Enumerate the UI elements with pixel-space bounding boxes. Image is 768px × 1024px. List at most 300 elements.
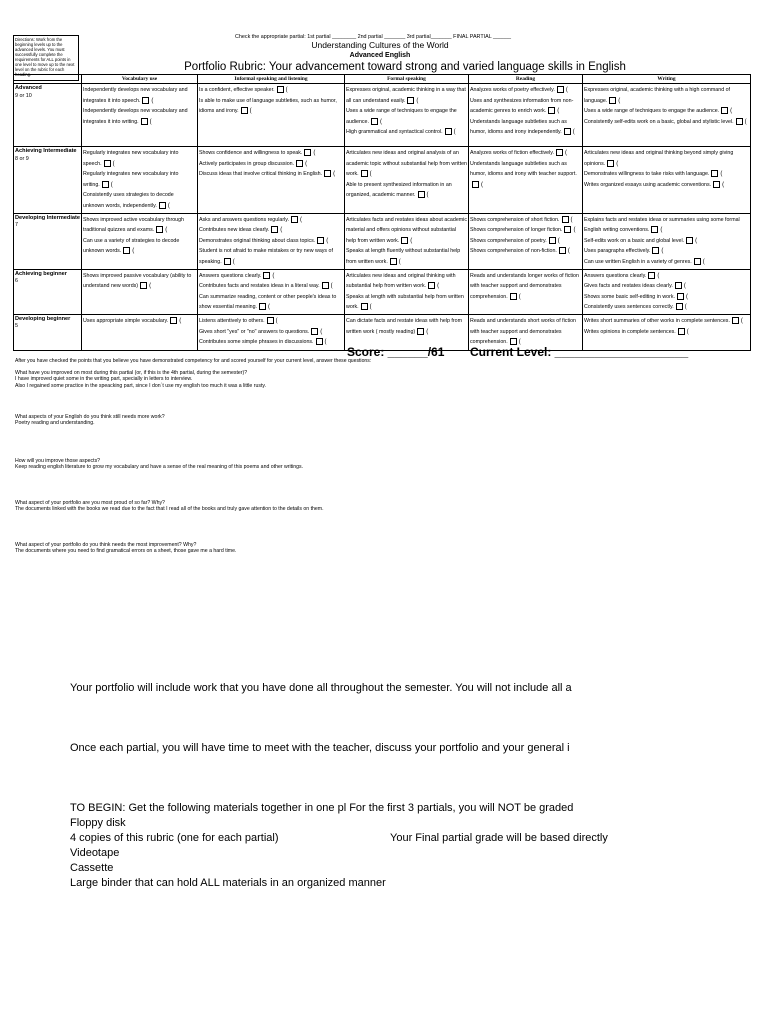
criterion-checkbox[interactable]	[296, 160, 303, 167]
criterion-text: Speaks at length with substantial help from written work.	[346, 293, 464, 311]
level-cell	[14, 269, 82, 314]
criterion-checkbox[interactable]	[562, 216, 569, 223]
question-block	[15, 458, 303, 471]
checkbox-marker-icon: (	[616, 160, 619, 167]
criterion-item	[346, 148, 467, 180]
criteria-cell	[345, 84, 469, 147]
criterion-text: Actively participates in group discussion.	[199, 160, 295, 167]
criterion-checkbox[interactable]	[304, 149, 311, 156]
answer-text[interactable]: The documents where you need to find gramatical errors on a sheet, those gave me a hard time.	[15, 548, 237, 555]
materials-item: Large binder that can hold ALL materials in an organized manner	[70, 877, 386, 889]
checkbox-marker-icon: (	[730, 108, 733, 115]
checkbox-marker-icon: (	[657, 272, 660, 279]
criterion-checkbox[interactable]	[317, 237, 324, 244]
criterion-item	[346, 316, 467, 337]
rubric-row	[14, 269, 751, 314]
criterion-item	[584, 246, 749, 257]
criterion-text: Explains facts and restates ideas or summaries using some formal English writing conventions.	[584, 216, 740, 234]
criterion-text: Shows comprehension of short fiction.	[470, 216, 560, 223]
header-cell: Reading	[469, 75, 583, 84]
criterion-checkbox[interactable]	[142, 97, 149, 104]
criterion-item	[83, 316, 196, 327]
criterion-item	[584, 292, 749, 303]
criterion-checkbox[interactable]	[428, 282, 435, 289]
checkbox-marker-icon: (	[320, 328, 323, 335]
criteria-cell	[345, 269, 469, 314]
criterion-checkbox[interactable]	[156, 226, 163, 233]
checkbox-marker-icon: (	[661, 248, 664, 255]
criterion-text: Contributes some simple phrases in discussions.	[199, 339, 314, 346]
question-block	[15, 370, 266, 389]
course-title: Understanding Cultures of the World	[311, 40, 449, 50]
checkbox-marker-icon: (	[333, 171, 336, 178]
criterion-text: Shows comprehension of non-fiction.	[470, 248, 557, 255]
criterion-item	[584, 327, 749, 338]
criterion-checkbox[interactable]	[675, 282, 682, 289]
criterion-checkbox[interactable]	[361, 170, 368, 177]
checkbox-marker-icon: (	[132, 248, 135, 255]
criterion-text: Can dictate facts and restate ideas with help from written work ( mostly reading)	[346, 317, 463, 335]
criterion-checkbox[interactable]	[241, 107, 248, 114]
criterion-text: Understands language subtleties such as humor, idioms and irony independently.	[470, 118, 567, 136]
criterion-item	[470, 159, 581, 191]
criterion-text: Consistently uses sentences correctly.	[584, 304, 674, 311]
rubric-table	[13, 74, 751, 351]
criterion-text: Able to present synthesized information in an organized, academic manner.	[346, 181, 452, 199]
question-text: What aspect of your portfolio are you most proud of so far? Why?	[15, 500, 165, 506]
criterion-text: Answers questions clearly.	[199, 272, 262, 279]
criterion-item	[83, 106, 196, 127]
criterion-item	[83, 85, 196, 106]
criterion-checkbox[interactable]	[557, 86, 564, 93]
score-field[interactable]: Score: ______/61	[347, 345, 445, 359]
answer-text[interactable]: I have improved quiet some in the writing part, specially in letters to interview.	[15, 376, 193, 383]
criterion-checkbox[interactable]	[713, 181, 720, 188]
criteria-cell	[583, 213, 751, 269]
criterion-text: Shows improved active vocabulary through traditional quizzes and exams.	[83, 216, 184, 234]
level-score: 5	[15, 323, 18, 330]
criterion-checkbox[interactable]	[401, 237, 408, 244]
level-name: Advanced	[15, 85, 42, 91]
criterion-text: Analyzes works of poetry effectively.	[470, 87, 555, 93]
checkbox-marker-icon: (	[572, 129, 575, 136]
criterion-item	[470, 148, 581, 159]
criterion-checkbox[interactable]	[736, 118, 743, 125]
criteria-cell	[198, 84, 345, 147]
checkbox-marker-icon: (	[249, 108, 252, 115]
checkbox-marker-icon: (	[179, 317, 182, 324]
criterion-text: Uses and synthesizes information from non-academic genres to enrich work.	[470, 97, 574, 115]
checkbox-marker-icon: (	[232, 258, 235, 265]
level-score: 8 or 9	[15, 155, 29, 162]
criteria-cell	[82, 84, 198, 147]
rubric-header-row	[14, 75, 751, 84]
level-cell	[14, 314, 82, 350]
criterion-text: Shows improved passive vocabulary (ability to understand new words)	[83, 272, 192, 290]
checkbox-marker-icon: (	[453, 129, 456, 136]
checkbox-marker-icon: (	[518, 293, 521, 300]
rubric-row	[14, 213, 751, 269]
criterion-text: Gives short "yes" or "no" answers to questions.	[199, 328, 310, 335]
criterion-checkbox[interactable]	[445, 128, 452, 135]
criterion-text: Consistently uses strategies to decode unknown words, independently.	[83, 192, 174, 209]
rubric-title: Portfolio Rubric: Your advancement toward strong and varied language skills in English	[184, 61, 626, 73]
criterion-checkbox[interactable]	[324, 170, 331, 177]
criterion-checkbox[interactable]	[263, 272, 270, 279]
criterion-checkbox[interactable]	[652, 247, 659, 254]
criterion-checkbox[interactable]	[407, 97, 414, 104]
current-level-field[interactable]: Current Level: ____________________	[470, 345, 689, 359]
criterion-checkbox[interactable]	[267, 317, 274, 324]
checkbox-marker-icon: (	[684, 304, 687, 311]
checkbox-marker-icon: (	[272, 272, 275, 279]
criterion-item	[346, 271, 467, 292]
criterion-item	[346, 85, 467, 106]
criterion-checkbox[interactable]	[271, 226, 278, 233]
criterion-text: Articulates new ideas and original thinking beyond simply giving opinions.	[584, 150, 734, 167]
criterion-item	[584, 302, 749, 313]
materials-item: Videotape	[70, 847, 120, 859]
criterion-checkbox[interactable]	[711, 170, 718, 177]
header-cell: Writing	[583, 75, 751, 84]
level-name: Achieving Intermediate	[15, 148, 77, 154]
question-text: What have you improved on most during this partial (or, if this is the 4th partial, during the semester)?	[15, 370, 248, 376]
criterion-text: Demonstrates original thinking about class topics.	[199, 237, 316, 244]
criterion-text: Analyzes works of fiction effectively.	[470, 150, 554, 156]
criterion-checkbox[interactable]	[732, 317, 739, 324]
criterion-text: Independently develops new vocabulary and integrates it into speech.	[83, 87, 188, 104]
checkbox-marker-icon: (	[305, 160, 308, 167]
criterion-item	[199, 148, 343, 159]
criterion-item	[346, 215, 467, 247]
level-cell	[14, 213, 82, 269]
criterion-item	[199, 337, 343, 348]
checkbox-marker-icon: (	[324, 339, 327, 346]
checkbox-marker-icon: (	[110, 181, 113, 188]
criterion-item	[470, 85, 581, 96]
materials-item: 4 copies of this rubric (one for each partial)	[70, 832, 279, 844]
level-name: Developing beginner	[15, 315, 71, 322]
criteria-cell	[469, 213, 583, 269]
criterion-item	[83, 236, 196, 257]
checkbox-marker-icon: (	[683, 283, 686, 290]
criterion-text: Shows confidence and willingness to speak.	[199, 150, 303, 156]
checkbox-marker-icon: (	[573, 227, 576, 234]
criteria-cell	[583, 269, 751, 314]
checkbox-marker-icon: (	[275, 317, 278, 324]
criterion-text: Can use written English in a variety of genres.	[584, 258, 692, 265]
criterion-item	[584, 281, 749, 292]
checkbox-marker-icon: (	[744, 118, 747, 125]
criterion-item	[83, 190, 196, 211]
header-cell: Informal speaking and listening	[198, 75, 345, 84]
criterion-checkbox[interactable]	[559, 247, 566, 254]
criterion-checkbox[interactable]	[104, 160, 111, 167]
checkbox-marker-icon: (	[557, 237, 560, 244]
checkbox-marker-icon: (	[313, 150, 316, 156]
criterion-checkbox[interactable]	[686, 237, 693, 244]
criterion-item	[199, 281, 343, 292]
checkbox-marker-icon: (	[167, 202, 170, 209]
course-subtitle: Advanced English	[349, 52, 411, 59]
criterion-checkbox[interactable]	[102, 181, 109, 188]
criterion-item	[346, 292, 467, 313]
criterion-item	[83, 215, 196, 236]
criterion-item	[470, 246, 581, 257]
answer-text[interactable]: The documents linked with the books we read due to the fact that I read all of the books and truly gave attention to the details on them.	[15, 506, 324, 513]
criterion-checkbox[interactable]	[140, 282, 147, 289]
criterion-text: Is able to make use of language subtleties, such as humor, idioms and irony.	[199, 97, 337, 115]
checkbox-marker-icon: (	[518, 339, 521, 346]
criteria-cell	[82, 147, 198, 214]
criterion-text: Shows comprehension of poetry.	[470, 237, 547, 244]
criterion-item	[199, 236, 343, 247]
criterion-text: Gives facts and restates ideas clearly.	[584, 283, 673, 290]
criterion-checkbox[interactable]	[510, 293, 517, 300]
criterion-text: Regularly integrates new vocabulary into writing.	[83, 171, 179, 188]
criterion-text: Articulates facts and restates ideas about academic material and offers opinions without substantial help from written work.	[346, 216, 468, 244]
criterion-text: Writes organized essays using academic conventions.	[584, 181, 712, 188]
criterion-item	[584, 257, 749, 268]
criterion-text: Contributes new ideas clearly.	[199, 227, 270, 234]
level-name: Achieving beginner	[15, 270, 67, 277]
final-grade-note: Your Final partial grade will be based directly	[390, 832, 608, 844]
level-cell	[14, 147, 82, 214]
criterion-item	[584, 215, 749, 236]
criterion-checkbox[interactable]	[548, 107, 555, 114]
criterion-text: Uses a wide range of techniques to engage the audience.	[346, 108, 457, 125]
criteria-cell	[345, 213, 469, 269]
criterion-checkbox[interactable]	[651, 226, 658, 233]
criterion-item	[470, 236, 581, 247]
checkbox-marker-icon: (	[326, 237, 329, 244]
checkbox-marker-icon: (	[369, 304, 372, 311]
criterion-checkbox[interactable]	[677, 293, 684, 300]
to-begin-note: TO BEGIN: Get the following materials together in one pl For the first 3 partials, you will NOT be graded	[70, 802, 574, 814]
criterion-item	[584, 180, 749, 191]
criterion-item	[199, 225, 343, 236]
criteria-cell	[198, 147, 345, 214]
question-text: How will you improve those aspects?	[15, 458, 101, 464]
checkbox-marker-icon: (	[330, 283, 333, 290]
criterion-text: Reads and understands longer works of fiction with teacher support and demonstrates comprehension.	[470, 272, 579, 300]
criterion-item	[584, 85, 749, 106]
level-score: 7	[15, 222, 18, 229]
criterion-checkbox[interactable]	[224, 258, 231, 265]
criterion-item	[199, 316, 343, 327]
criterion-text: Expresses original, academic thinking with a high command of language.	[584, 87, 731, 104]
criterion-text: Expresses original, academic thinking in a way that all can understand easily.	[346, 87, 466, 104]
checkbox-marker-icon: (	[410, 237, 413, 244]
criterion-text: Understands language subtleties such as humor, idioms and irony with teacher support.	[470, 160, 577, 178]
checkbox-marker-icon: (	[565, 87, 568, 93]
criterion-item	[470, 225, 581, 236]
criterion-text: Regularly integrates new vocabulary into speech.	[83, 150, 179, 167]
criteria-cell	[198, 269, 345, 314]
criterion-checkbox[interactable]	[259, 303, 266, 310]
criterion-item	[584, 106, 749, 117]
question-block	[15, 542, 236, 555]
criterion-text: Can summarize reading, content or other people's ideas to show essential meaning.	[199, 293, 337, 311]
criterion-text: Articulates new ideas and original thinking with substantial help from written work.	[346, 272, 456, 290]
criteria-cell	[198, 314, 345, 350]
criterion-item	[584, 148, 749, 169]
answer-text[interactable]: Also I regained some practice in the speacking part, since I don´t use my english too much it was a little rusty.	[15, 382, 267, 389]
criteria-cell	[82, 269, 198, 314]
question-text: What aspect of your portfolio do you think needs the most improvement? Why?	[15, 542, 197, 548]
criterion-text: Uses paragraphs effectively.	[584, 248, 651, 255]
criterion-text: Student is not afraid to make mistakes or try new ways of speaking.	[199, 248, 333, 265]
criterion-text: Shows comprehension of longer fiction.	[470, 227, 563, 234]
header-cell	[14, 75, 82, 84]
criterion-item	[199, 96, 343, 117]
checkbox-marker-icon: (	[686, 328, 689, 335]
criteria-cell	[82, 213, 198, 269]
question-block	[15, 500, 324, 513]
criterion-text: Uses a wide range of techniques to engage the audience.	[584, 108, 720, 115]
criterion-item	[83, 148, 196, 169]
criterion-checkbox[interactable]	[170, 317, 177, 324]
criterion-text: Independently develops new vocabulary and integrates it into writing.	[83, 108, 188, 125]
criterion-checkbox[interactable]	[418, 191, 425, 198]
criterion-item	[199, 327, 343, 338]
criterion-text: Self-edits work on a basic and global level.	[584, 237, 685, 244]
criterion-checkbox[interactable]	[361, 303, 368, 310]
rubric-row	[14, 84, 751, 147]
criterion-text: Contributes facts and restates ideas in a literal way.	[199, 283, 320, 290]
criteria-cell	[469, 84, 583, 147]
criterion-checkbox[interactable]	[159, 202, 166, 209]
checkbox-marker-icon: (	[685, 293, 688, 300]
criterion-item	[199, 159, 343, 170]
criterion-text: Answers questions clearly.	[584, 272, 647, 279]
criterion-checkbox[interactable]	[277, 86, 284, 93]
criterion-checkbox[interactable]	[472, 181, 479, 188]
criterion-item	[470, 271, 581, 303]
rubric-row	[14, 147, 751, 214]
criterion-checkbox[interactable]	[676, 303, 683, 310]
criterion-item	[470, 316, 581, 348]
criterion-item	[584, 236, 749, 247]
instructions-text: After you have checked the points that you believe you have demonstrated competency for and scored yourself for your current level, answer these questions:	[15, 358, 372, 364]
checkbox-marker-icon: (	[379, 118, 382, 125]
criterion-item	[199, 85, 343, 96]
criteria-cell	[469, 147, 583, 214]
criterion-text: Is a confident, effective speaker.	[199, 87, 275, 93]
checkbox-marker-icon: (	[660, 227, 663, 234]
criterion-item	[584, 271, 749, 282]
criterion-text: Can use a variety of strategies to decode unknown words.	[83, 237, 180, 255]
criterion-item	[83, 169, 196, 190]
criterion-checkbox[interactable]	[609, 97, 616, 104]
criterion-checkbox[interactable]	[721, 107, 728, 114]
criterion-checkbox[interactable]	[141, 118, 148, 125]
criterion-item	[346, 106, 467, 127]
checkbox-marker-icon: (	[695, 237, 698, 244]
checkbox-marker-icon: (	[149, 283, 152, 290]
header-cell: Formal speaking	[345, 75, 469, 84]
criterion-checkbox[interactable]	[564, 128, 571, 135]
checkbox-marker-icon: (	[481, 181, 483, 188]
criterion-checkbox[interactable]	[678, 328, 685, 335]
criterion-item	[584, 117, 749, 128]
answer-text[interactable]: Poetry reading and understanding.	[15, 420, 95, 427]
checkbox-marker-icon: (	[165, 227, 168, 234]
criteria-cell	[345, 147, 469, 214]
criterion-item	[346, 180, 467, 201]
criterion-checkbox[interactable]	[648, 272, 655, 279]
criterion-text: Articulates new ideas and original analysis of an academic topic without substantial help from written work.	[346, 150, 468, 178]
criterion-checkbox[interactable]	[549, 237, 556, 244]
partial-meeting-note: Once each partial, you will have time to meet with the teacher, discuss your portfolio and your general i	[70, 742, 570, 754]
criterion-item	[584, 169, 749, 180]
criterion-checkbox[interactable]	[694, 258, 701, 265]
criterion-checkbox[interactable]	[607, 160, 614, 167]
checkbox-marker-icon: (	[437, 283, 440, 290]
materials-item: Cassette	[70, 862, 114, 874]
answer-text[interactable]: Keep reading english literature to grow my vocabulary and have a sense of the real meaning of this poems and other writings.	[15, 464, 304, 471]
criteria-cell	[583, 84, 751, 147]
criterion-text: Writes opinions in complete sentences.	[584, 328, 676, 335]
question-text: What aspects of your English do you think still needs more work?	[15, 414, 165, 420]
level-score: 6	[15, 278, 18, 285]
partial-check-line: Check the appropriate partial: 1st partial ________ 2nd partial _______ 3rd partial_______ FINAL PARTIAL ______	[235, 34, 512, 40]
checkbox-marker-icon: (	[567, 248, 570, 255]
criterion-text: Consistently self-edits work on a basic, global and stylistic level.	[584, 118, 734, 125]
criterion-text: Speaks at length fluently without substantial help from written work.	[346, 248, 461, 265]
criterion-text: Discuss ideas that involve critical thinking in English.	[199, 171, 323, 178]
criteria-cell	[469, 269, 583, 314]
criterion-checkbox[interactable]	[390, 258, 397, 265]
criterion-checkbox[interactable]	[123, 247, 130, 254]
checkbox-marker-icon: (	[416, 97, 419, 104]
criterion-item	[199, 169, 343, 180]
criterion-item	[199, 292, 343, 313]
criterion-checkbox[interactable]	[556, 149, 563, 156]
checkbox-marker-icon: (	[300, 216, 302, 223]
checkbox-marker-icon: (	[702, 258, 705, 265]
criterion-item	[199, 271, 343, 282]
level-cell	[14, 84, 82, 147]
criterion-text: Writes short summaries of other works in complete sentences.	[584, 317, 730, 324]
criterion-checkbox[interactable]	[291, 216, 298, 223]
checkbox-marker-icon: (	[268, 304, 271, 311]
criterion-item	[199, 246, 343, 267]
criterion-item	[470, 117, 581, 138]
criterion-checkbox[interactable]	[316, 338, 323, 345]
criterion-text: Demonstrates willingness to take risks with language.	[584, 171, 710, 178]
criterion-checkbox[interactable]	[322, 282, 329, 289]
criterion-checkbox[interactable]	[371, 118, 378, 125]
checkbox-marker-icon: (	[151, 97, 154, 104]
level-score: 9 or 10	[15, 92, 32, 99]
criterion-item	[470, 96, 581, 117]
checkbox-marker-icon: (	[570, 216, 573, 223]
criterion-text: Reads and understands short works of fiction with teacher support and demonstrates comprehension.	[470, 317, 576, 346]
criterion-checkbox[interactable]	[311, 328, 318, 335]
checkbox-marker-icon: (	[112, 160, 115, 167]
checkbox-marker-icon: (	[369, 171, 372, 178]
header-cell: Vocabulary use	[82, 75, 198, 84]
criterion-checkbox[interactable]	[564, 226, 571, 233]
checkbox-marker-icon: (	[280, 227, 283, 234]
checkbox-marker-icon: (	[426, 328, 429, 335]
checkbox-marker-icon: (	[285, 87, 288, 93]
materials-item: Floppy disk	[70, 817, 126, 829]
criterion-checkbox[interactable]	[417, 328, 424, 335]
criterion-text: High grammatical and syntactical control.	[346, 129, 443, 136]
criteria-cell	[82, 314, 198, 350]
